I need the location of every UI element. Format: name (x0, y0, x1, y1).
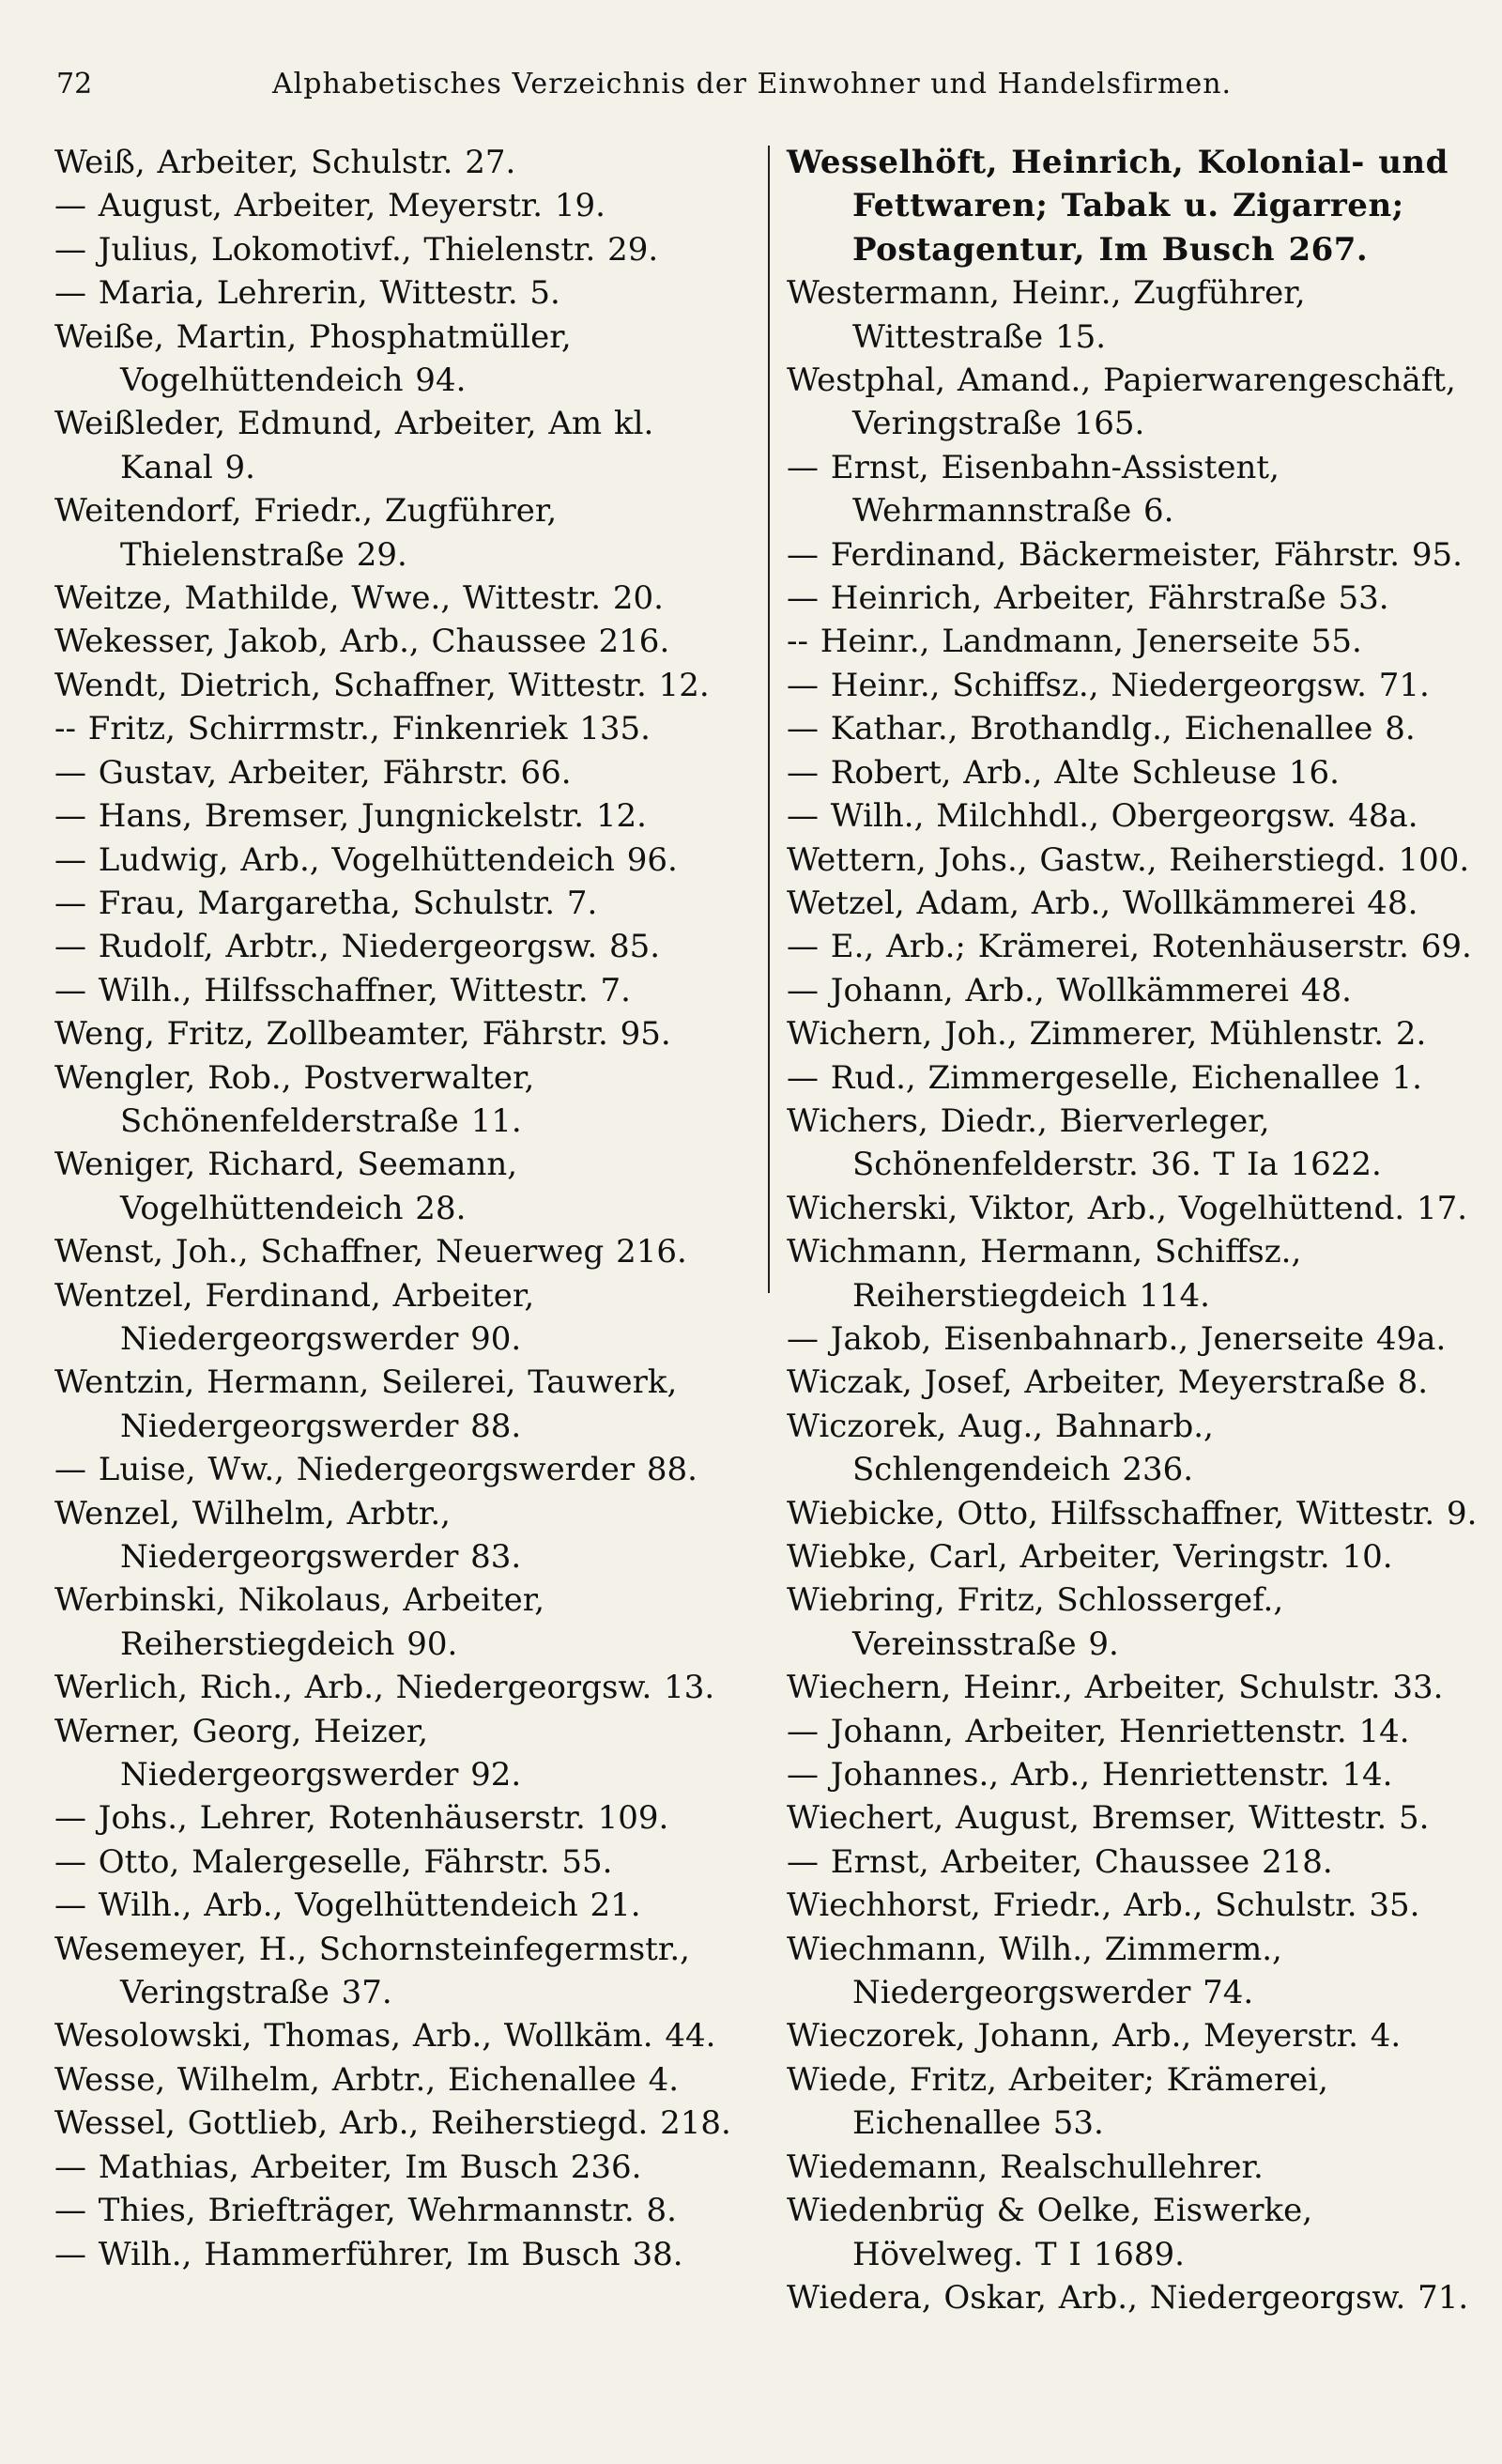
directory-entry: Wesselhöft, Heinrich, Kolonial- und Fettwaren; Tabak u. Zigarren; Postagentur, Im Busch 267. (787, 144, 1448, 269)
directory-entry: — August, Arbeiter, Meyerstr. 19. (54, 187, 605, 225)
directory-entry: — Mathias, Arbeiter, Im Busch 236. (54, 2148, 642, 2186)
directory-entry: Wichern, Joh., Zimmerer, Mühlenstr. 2. (787, 1015, 1427, 1054)
directory-entry: — Wilh., Arb., Vogelhüttendeich 21. (54, 1886, 641, 1925)
directory-entry: Wentzel, Ferdinand, Arbeiter, Niedergeorgswerder 90. (54, 1276, 535, 1358)
directory-entry: — Ferdinand, Bäckermeister, Fährstr. 95. (787, 535, 1463, 574)
directory-entry: — Robert, Arb., Alte Schleuse 16. (787, 753, 1340, 792)
directory-entry: Wiebring, Fritz, Schlossergef., Vereinsstraße 9. (787, 1581, 1284, 1663)
directory-entry: — Johannes., Arb., Henriettenstr. 14. (787, 1756, 1393, 1794)
directory-entry: — Maria, Lehrerin, Wittestr. 5. (54, 274, 560, 313)
directory-entry: — Ernst, Eisenbahn-Assistent, Wehrmannstraße 6. (787, 448, 1280, 531)
directory-entry: — Ludwig, Arb., Vogelhüttendeich 96. (54, 840, 678, 879)
directory-entry: Weiße, Martin, Phosphatmüller, Vogelhüttendeich 94. (54, 317, 572, 400)
directory-entry: — Hans, Bremser, Jungnickelstr. 12. (54, 797, 647, 836)
directory-entry: — Thies, Briefträger, Wehrmannstr. 8. (54, 2192, 677, 2230)
directory-entry: Wichmann, Hermann, Schiffsz., Reiherstiegdeich 114. (787, 1233, 1302, 1315)
directory-entry: -- Heinr., Landmann, Jenerseite 55. (787, 623, 1362, 661)
directory-entry: Wesolowski, Thomas, Arb., Wollkäm. 44. (54, 2017, 716, 2056)
directory-entry: Wessel, Gottlieb, Arb., Reiherstiegd. 218. (54, 2104, 731, 2143)
directory-entry: Wichers, Diedr., Bierverleger, Schönenfelderstr. 36. T Ia 1622. (787, 1101, 1382, 1184)
directory-entry: Wiczak, Josef, Arbeiter, Meyerstraße 8. (787, 1363, 1429, 1402)
directory-entry: — Ernst, Arbeiter, Chaussee 218. (787, 1842, 1333, 1881)
directory-entry: Wicherski, Viktor, Arb., Vogelhüttend. 17. (787, 1189, 1468, 1227)
right-column (787, 141, 1481, 2319)
directory-entry: Wesemeyer, H., Schornsteinfegermstr., Veringstraße 37. (54, 1930, 690, 2012)
directory-entry: Weiß, Arbeiter, Schulstr. 27. (54, 144, 516, 181)
directory-entry: Wentzin, Hermann, Seilerei, Tauwerk, Niedergeorgswerder 88. (54, 1363, 678, 1445)
directory-entry: Wengler, Rob., Postverwalter, Schönenfelderstraße 11. (54, 1058, 535, 1140)
directory-entry: — Johann, Arb., Wollkämmerei 48. (787, 971, 1352, 1009)
directory-entry: Wiedera, Oskar, Arb., Niedergeorgsw. 71. (787, 2278, 1469, 2317)
directory-entry: — Johann, Arbeiter, Henriettenstr. 14. (787, 1712, 1410, 1750)
column-divider (768, 146, 770, 1293)
directory-entry: Wenst, Joh., Schaffner, Neuerweg 216. (54, 1233, 687, 1271)
directory-entry: Wesse, Wilhelm, Arbtr., Eichenallee 4. (54, 2060, 680, 2099)
directory-entry: — Rud., Zimmergeselle, Eichenallee 1. (787, 1058, 1422, 1097)
directory-entry: — Kathar., Brothandlg., Eichenallee 8. (787, 710, 1416, 748)
directory-entry: Werner, Georg, Heizer, Niedergeorgswerder 92. (54, 1712, 522, 1794)
directory-entry: — E., Arb.; Krämerei, Rotenhäuserstr. 69. (787, 928, 1472, 966)
directory-entry: — Frau, Margaretha, Schulstr. 7. (54, 884, 598, 922)
directory-entry: Wekesser, Jakob, Arb., Chaussee 216. (54, 623, 670, 661)
directory-entry: — Heinrich, Arbeiter, Fährstraße 53. (787, 579, 1389, 618)
directory-entry: Wenzel, Wilhelm, Arbtr., Niedergeorgswerder 83. (54, 1494, 522, 1576)
directory-entry: Wiechern, Heinr., Arbeiter, Schulstr. 33. (787, 1669, 1444, 1707)
directory-entry: Westermann, Heinr., Zugführer, Wittestraße 15. (787, 274, 1306, 356)
directory-entry: — Julius, Lokomotivf., Thielenstr. 29. (54, 230, 659, 269)
left-column (54, 141, 751, 2276)
directory-entry: Wiedemann, Realschullehrer. (787, 2148, 1264, 2186)
directory-entry: Wiebke, Carl, Arbeiter, Veringstr. 10. (787, 1538, 1393, 1576)
directory-entry: Westphal, Amand., Papierwarengeschäft, Veringstraße 165. (787, 362, 1456, 443)
directory-entry: — Gustav, Arbeiter, Fährstr. 66. (54, 753, 572, 792)
directory-entry: Wetzel, Adam, Arb., Wollkämmerei 48. (787, 884, 1418, 922)
directory-entry: — Luise, Ww., Niedergeorgswerder 88. (54, 1451, 697, 1489)
directory-entry: Weißleder, Edmund, Arbeiter, Am kl. Kanal 9. (54, 405, 654, 486)
directory-entry: — Wilh., Hilfsschaffner, Wittestr. 7. (54, 971, 631, 1009)
directory-entry: Weng, Fritz, Zollbeamter, Fährstr. 95. (54, 1015, 671, 1054)
page-number: 72 (56, 68, 93, 100)
directory-entry: -- Fritz, Schirrmstr., Finkenriek 135. (54, 710, 651, 748)
directory-entry: — Wilh., Milchhdl., Obergeorgsw. 48a. (787, 797, 1418, 836)
directory-entry: Werbinski, Nikolaus, Arbeiter, Reiherstiegdeich 90. (54, 1581, 545, 1663)
directory-entry: — Otto, Malergeselle, Fährstr. 55. (54, 1842, 613, 1881)
directory-entry: Wiechert, August, Bremser, Wittestr. 5. (787, 1799, 1430, 1838)
directory-entry: Wiede, Fritz, Arbeiter; Krämerei, Eichenallee 53. (787, 2060, 1328, 2143)
directory-entry: Wiczorek, Aug., Bahnarb., Schlengendeich 236. (787, 1407, 1214, 1489)
directory-entry: Werlich, Rich., Arb., Niedergeorgsw. 13. (54, 1669, 715, 1707)
directory-entry: Wiechmann, Wilh., Zimmerm., Niedergeorgswerder 74. (787, 1930, 1282, 2012)
directory-entry: Weniger, Richard, Seemann, Vogelhüttendeich 28. (54, 1146, 518, 1227)
directory-entry: Wiechhorst, Friedr., Arb., Schulstr. 35. (787, 1886, 1420, 1925)
directory-entry: — Jakob, Eisenbahnarb., Jenerseite 49a. (787, 1319, 1447, 1358)
directory-entry: Wiebicke, Otto, Hilfsschaffner, Wittestr. 9. (787, 1494, 1478, 1532)
page-header (56, 56, 1446, 113)
directory-entry: Wiedenbrüg & Oelke, Eiswerke, Hövelweg. T I 1689. (787, 2192, 1313, 2273)
directory-entry: — Johs., Lehrer, Rotenhäuserstr. 109. (54, 1799, 669, 1838)
directory-entry: — Wilh., Hammerführer, Im Busch 38. (54, 2235, 683, 2273)
directory-entry: Wieczorek, Johann, Arb., Meyerstr. 4. (787, 2017, 1402, 2056)
directory-entry: Weitze, Mathilde, Wwe., Wittestr. 20. (54, 579, 664, 618)
page-title: Alphabetisches Verzeichnis der Einwohner und Handelsfirmen. (272, 68, 1233, 100)
directory-entry: Weitendorf, Friedr., Zugführer, Thielenstraße 29. (54, 492, 558, 574)
directory-entry: Wettern, Johs., Gastw., Reiherstiegd. 100. (787, 840, 1470, 879)
directory-entry: Wendt, Dietrich, Schaffner, Wittestr. 12. (54, 666, 710, 704)
directory-entry: — Rudolf, Arbtr., Niedergeorgsw. 85. (54, 928, 661, 966)
directory-entry: — Heinr., Schiffsz., Niedergeorgsw. 71. (787, 666, 1430, 704)
